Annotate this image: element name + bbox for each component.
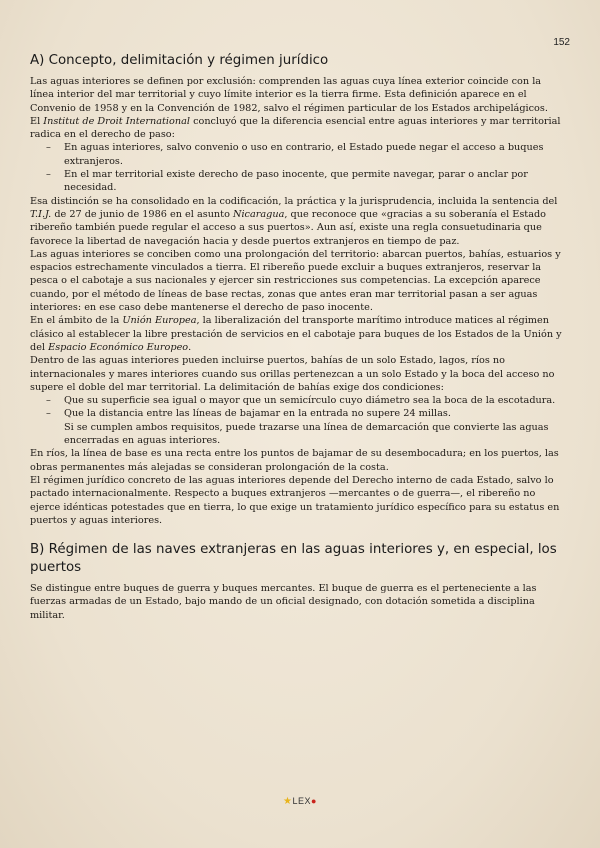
paragraph: Se distingue entre buques de guerra y buques mercantes. El buque de guerra es el perteneciente a las fuerzas armadas de un Estado, bajo mando de un oficial designado, con dotación sometida a disciplina militar. [30,583,537,621]
paragraph: En el ámbito de la Unión Europea, la liberalización del transporte marítimo introduce matices al régimen clásico al establecer la libre prestación de servicios en el cabotaje para buques de los Estados de la Unión y del Espacio Económico Europeo. [30,315,562,353]
list-note: Si se cumplen ambos requisitos, puede trazarse una línea de demarcación que convierte las aguas encerradas en aguas interiores. [64,421,549,447]
paragraph: Dentro de las aguas interiores pueden incluirse puertos, bahías de un solo Estado, lagos, ríos no internacionales y mares interiores cuando sus orillas pertenezcan a un solo Estado y la boca del acceso no supere el doble del mar territorial. La delimitación de bahías exige dos condiciones: [30,355,555,393]
paragraph: El Institut de Droit International concluyó que la diferencia esencial entre aguas interiores y mar territorial radica en el derecho de paso: [30,115,561,141]
logo-text: LEX [292,796,312,806]
paragraph: Las aguas interiores se definen por exclusión: comprenden las aguas cuya línea exterior coincide con la línea interior del mar territorial y cuyo límite interior es la tierra firme. Esta definición aparece en el Convenio de 1958 y en la Convención de 1982, salvo el régimen particular de los Estados archipelágicos. [30,76,548,114]
star-icon: ★ [283,796,293,807]
page-number: 152 [553,37,570,48]
paragraph: Las aguas interiores se conciben como una prolongación del territorio: abarcan puertos, bahías, estuarios y espacios estrechamente vinculados a tierra. El ribereño puede excluir a buques extranjeros, reservar la pesca o el cabotaje a sus nacionales y ejercer sin restricciones sus competencias. La excepción aparece cuando, por el método de líneas de base rectas, zonas que antes eran mar territorial pasan a ser aguas interiores: en ese caso debe mantenerse el derecho de paso inocente. [30,248,561,314]
section-b [30,541,568,622]
bay-conditions-list [30,394,568,447]
section-a [30,52,568,527]
paragraph: Esa distinción se ha consolidado en la codificación, la práctica y la jurisprudencia, incluida la sentencia del T.I.J. de 27 de junio de 1986 en el asunto Nicaragua, que reconoce que «gracias a su soberanía el Estado ribereño también puede regular el acceso a sus puertos». Aun así, existe una regla consuetudinaria que favorece la libertad de navegación hacia y desde puertos extranjeros en tiempo de paz. [30,195,558,247]
paragraph: El régimen jurídico concreto de las aguas interiores depende del Derecho interno de cada Estado, salvo lo pactado internacionalmente. Respecto a buques extranjeros —mercantes o de guerra—, el ribereño no ejerce idénticas potestades que en tierra, lo que exige un tratamiento jurídico específico para su estatus en puertos y aguas interiores. [30,474,560,526]
footer-logo [0,796,600,807]
section-a-heading: A) Concepto, delimitación y régimen jurídico [30,53,329,68]
section-b-heading: B) Régimen de las naves extranjeras en las aguas interiores y, en especial, los puertos [30,542,557,576]
passage-rights-list [30,141,568,194]
list-item: – Que la distancia entre las líneas de bajamar en la entrada no supere 24 millas. Si se cumplen ambos requisitos, puede trazarse una línea de demarcación que convierte las aguas encerradas en aguas interiores. [64,407,568,447]
paragraph: En ríos, la línea de base es una recta entre los puntos de bajamar de su desembocadura; en los puertos, las obras permanentes más alejadas se consideran prolongación de la costa. [30,448,559,473]
drop-icon: ● [311,796,317,806]
list-item: – En el mar territorial existe derecho de paso inocente, que permite navegar, parar o anclar por necesidad. [64,168,568,195]
list-item: – En aguas interiores, salvo convenio o uso en contrario, el Estado puede negar el acceso a buques extranjeros. [64,141,568,168]
list-item: – Que su superficie sea igual o mayor que un semicírculo cuyo diámetro sea la boca de la escotadura. [64,394,568,407]
